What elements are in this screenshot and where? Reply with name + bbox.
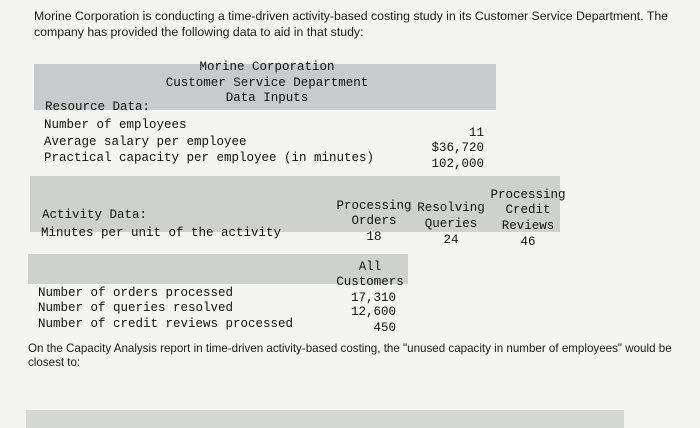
resource-row-label: Number of employees (44, 118, 187, 132)
resource-row-label: Average salary per employee (44, 135, 247, 149)
resource-row-label: Practical capacity per employee (in minutes) (44, 151, 375, 165)
customers-row-value: 450 (373, 321, 396, 335)
activity-column-header: Processing (490, 188, 566, 202)
activity-column-header: Queries (424, 217, 478, 231)
activity-column-value: 46 (520, 235, 536, 249)
activity-row-label: Minutes per unit of the activity (41, 226, 282, 240)
customers-row-label: Number of credit reviews processed (38, 317, 294, 331)
customers-row-value: 17,310 (350, 291, 396, 305)
activity-column-value: 18 (366, 230, 382, 244)
resource-data-title: Resource Data: (45, 100, 151, 114)
intro-text: Morine Corporation is conducting a time-driven activity-based costing study in its Customer Service Department. The company has provided the following data to aid in that study: (34, 9, 669, 39)
resource-row-value: $36,720 (431, 141, 484, 155)
answer-area-band (26, 410, 624, 428)
activity-column-header: Credit (505, 203, 551, 217)
customers-row-value: 12,600 (350, 305, 396, 319)
customers-row-label: Number of orders processed (38, 286, 234, 300)
customers-header: All (358, 260, 382, 274)
activity-data-title: Activity Data: (42, 208, 148, 222)
resource-row-value: 11 (468, 126, 484, 140)
activity-column-header: Resolving (417, 201, 485, 215)
company-name: Morine Corporation (199, 60, 335, 74)
department-name: Customer Service Department (165, 76, 369, 90)
activity-column-header: Reviews (501, 219, 555, 233)
activity-column-value: 24 (443, 233, 459, 247)
customers-header: Customers (336, 275, 404, 289)
resource-row-value: 102,000 (431, 157, 484, 171)
customers-row-label: Number of queries resolved (38, 301, 234, 315)
question-text: On the Capacity Analysis report in time-driven activity-based costing, the "unused capacity in number of employees" would be closest to: (28, 342, 672, 369)
activity-column-header: Processing (336, 199, 412, 213)
data-inputs-title: Data Inputs (225, 91, 309, 105)
activity-column-header: Orders (351, 214, 397, 228)
